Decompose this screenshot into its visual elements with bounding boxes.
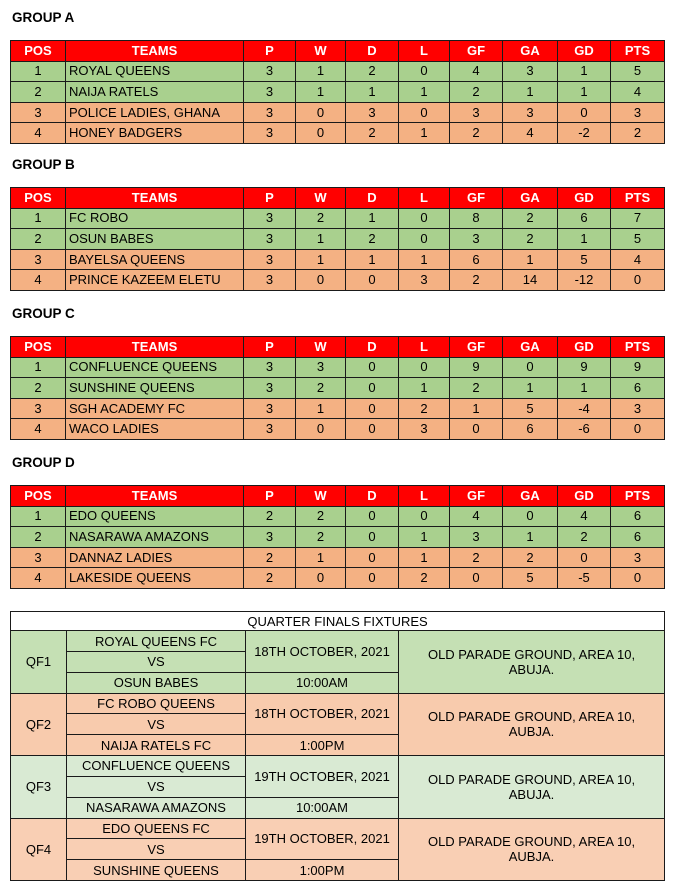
stat-l: 2 xyxy=(399,568,450,589)
stat-gf: 3 xyxy=(450,527,503,548)
fixture-venue xyxy=(399,693,665,755)
stat-w: 1 xyxy=(296,61,346,82)
column-header: TEAMS xyxy=(66,486,244,507)
fixture-row xyxy=(11,631,665,652)
fixture-id: QF2 xyxy=(11,693,67,755)
stat-pts: 4 xyxy=(611,249,665,270)
team-name: CONFLUENCE QUEENS xyxy=(66,357,244,378)
stat-l: 3 xyxy=(399,419,450,440)
team-name: FC ROBO xyxy=(66,208,244,229)
table-row xyxy=(11,270,665,291)
stat-d: 0 xyxy=(346,568,399,589)
column-header: L xyxy=(399,337,450,358)
venue-line-1: OLD PARADE GROUND, AREA 10, xyxy=(427,709,636,725)
stat-gd: 2 xyxy=(558,527,611,548)
stat-gf: 9 xyxy=(450,357,503,378)
stat-gf: 0 xyxy=(450,568,503,589)
stat-l: 0 xyxy=(399,229,450,250)
quarter-finals-title: QUARTER FINALS FIXTURES xyxy=(11,612,665,631)
stat-pts: 5 xyxy=(611,229,665,250)
stat-gf: 6 xyxy=(450,249,503,270)
column-header: W xyxy=(296,188,346,209)
stat-l: 0 xyxy=(399,102,450,123)
table-row xyxy=(11,506,665,527)
stat-l: 0 xyxy=(399,357,450,378)
fixture-date: 18TH OCTOBER, 2021 xyxy=(246,693,399,735)
stat-l: 0 xyxy=(399,208,450,229)
fixture-date: 19TH OCTOBER, 2021 xyxy=(246,756,399,798)
column-header: GF xyxy=(450,41,503,62)
venue-line-2: ABUJA. xyxy=(508,786,555,802)
stat-p: 3 xyxy=(244,229,296,250)
group-title: GROUP C xyxy=(12,306,75,321)
column-header: GA xyxy=(503,337,558,358)
table-row xyxy=(11,123,665,144)
stat-pts: 6 xyxy=(611,527,665,548)
stat-d: 0 xyxy=(346,398,399,419)
column-header: GD xyxy=(558,41,611,62)
stat-pts: 5 xyxy=(611,61,665,82)
fixture-time: 10:00AM xyxy=(246,797,399,818)
stat-ga: 2 xyxy=(503,547,558,568)
column-header: POS xyxy=(11,337,66,358)
column-header: PTS xyxy=(611,337,665,358)
stat-w: 1 xyxy=(296,547,346,568)
team-name: LAKESIDE QUEENS xyxy=(66,568,244,589)
team-name: BAYELSA QUEENS xyxy=(66,249,244,270)
table-row xyxy=(11,249,665,270)
column-header: GD xyxy=(558,337,611,358)
stat-gd: 9 xyxy=(558,357,611,378)
stat-gd: 5 xyxy=(558,249,611,270)
away-team: NAIJA RATELS FC xyxy=(67,735,246,756)
stat-p: 3 xyxy=(244,378,296,399)
group-table xyxy=(10,40,665,144)
stat-p: 3 xyxy=(244,357,296,378)
stat-d: 0 xyxy=(346,506,399,527)
stat-p: 3 xyxy=(244,419,296,440)
stat-pos: 2 xyxy=(11,378,66,399)
stat-pos: 2 xyxy=(11,229,66,250)
table-row xyxy=(11,82,665,103)
stat-l: 0 xyxy=(399,61,450,82)
column-header: TEAMS xyxy=(66,188,244,209)
column-header: P xyxy=(244,486,296,507)
stat-gd: 4 xyxy=(558,506,611,527)
stat-d: 0 xyxy=(346,378,399,399)
stat-gf: 1 xyxy=(450,398,503,419)
stat-gf: 2 xyxy=(450,270,503,291)
column-header: GA xyxy=(503,41,558,62)
stat-l: 3 xyxy=(399,270,450,291)
stat-w: 0 xyxy=(296,123,346,144)
table-row xyxy=(11,398,665,419)
group-title: GROUP A xyxy=(12,10,75,25)
stat-pos: 3 xyxy=(11,102,66,123)
stat-ga: 5 xyxy=(503,398,558,419)
stat-p: 2 xyxy=(244,547,296,568)
stat-pos: 2 xyxy=(11,527,66,548)
group-title: GROUP D xyxy=(12,455,75,470)
group-table xyxy=(10,485,665,589)
stat-p: 3 xyxy=(244,123,296,144)
fixture-venue xyxy=(399,631,665,693)
stat-p: 3 xyxy=(244,61,296,82)
team-name: DANNAZ LADIES xyxy=(66,547,244,568)
stat-gd: -4 xyxy=(558,398,611,419)
team-name: NASARAWA AMAZONS xyxy=(66,527,244,548)
team-name: NAIJA RATELS xyxy=(66,82,244,103)
team-name: ROYAL QUEENS xyxy=(66,61,244,82)
fixture-date: 18TH OCTOBER, 2021 xyxy=(246,631,399,673)
team-name: WACO LADIES xyxy=(66,419,244,440)
stat-gd: 1 xyxy=(558,82,611,103)
venue-line-1: OLD PARADE GROUND, AREA 10, xyxy=(427,771,636,787)
stat-gd: 0 xyxy=(558,547,611,568)
versus-label: VS xyxy=(67,776,246,797)
stat-ga: 1 xyxy=(503,378,558,399)
home-team: FC ROBO QUEENS xyxy=(67,693,246,714)
column-header: D xyxy=(346,41,399,62)
fixture-date: 19TH OCTOBER, 2021 xyxy=(246,818,399,860)
stat-ga: 3 xyxy=(503,102,558,123)
stat-pts: 4 xyxy=(611,82,665,103)
column-header: L xyxy=(399,188,450,209)
team-name: OSUN BABES xyxy=(66,229,244,250)
stat-d: 0 xyxy=(346,419,399,440)
table-row xyxy=(11,527,665,548)
group-title: GROUP B xyxy=(12,157,75,172)
fixture-time: 10:00AM xyxy=(246,672,399,693)
stat-ga: 0 xyxy=(503,357,558,378)
column-header: POS xyxy=(11,188,66,209)
away-team: NASARAWA AMAZONS xyxy=(67,797,246,818)
stat-ga: 1 xyxy=(503,82,558,103)
table-row xyxy=(11,208,665,229)
team-name: HONEY BADGERS xyxy=(66,123,244,144)
stat-w: 2 xyxy=(296,208,346,229)
stat-ga: 5 xyxy=(503,568,558,589)
column-header: P xyxy=(244,188,296,209)
stat-pos: 1 xyxy=(11,357,66,378)
stat-d: 3 xyxy=(346,102,399,123)
column-header: TEAMS xyxy=(66,337,244,358)
stat-gf: 0 xyxy=(450,419,503,440)
stat-l: 1 xyxy=(399,249,450,270)
stat-l: 1 xyxy=(399,378,450,399)
stat-d: 0 xyxy=(346,547,399,568)
stat-w: 0 xyxy=(296,102,346,123)
stat-d: 1 xyxy=(346,249,399,270)
table-row xyxy=(11,357,665,378)
stat-d: 2 xyxy=(346,123,399,144)
stat-gd: 1 xyxy=(558,378,611,399)
stat-d: 0 xyxy=(346,527,399,548)
stat-gf: 3 xyxy=(450,229,503,250)
stat-pts: 3 xyxy=(611,398,665,419)
table-row xyxy=(11,102,665,123)
table-row xyxy=(11,419,665,440)
stat-ga: 2 xyxy=(503,208,558,229)
stat-w: 1 xyxy=(296,249,346,270)
stat-gf: 3 xyxy=(450,102,503,123)
stat-gf: 2 xyxy=(450,547,503,568)
team-name: SGH ACADEMY FC xyxy=(66,398,244,419)
team-name: EDO QUEENS xyxy=(66,506,244,527)
stat-p: 2 xyxy=(244,506,296,527)
fixture-id: QF1 xyxy=(11,631,67,693)
column-header: GD xyxy=(558,486,611,507)
away-team: SUNSHINE QUEENS xyxy=(67,860,246,881)
stat-w: 1 xyxy=(296,82,346,103)
venue-line-1: OLD PARADE GROUND, AREA 10, xyxy=(427,646,636,662)
home-team: EDO QUEENS FC xyxy=(67,818,246,839)
column-header: L xyxy=(399,486,450,507)
versus-label: VS xyxy=(67,652,246,673)
stat-d: 1 xyxy=(346,82,399,103)
stat-w: 1 xyxy=(296,398,346,419)
column-header: PTS xyxy=(611,486,665,507)
column-header: W xyxy=(296,486,346,507)
venue-line-2: ABUJA. xyxy=(508,661,555,677)
column-header: P xyxy=(244,337,296,358)
column-header: D xyxy=(346,337,399,358)
column-header: GF xyxy=(450,486,503,507)
stat-pts: 6 xyxy=(611,378,665,399)
stat-ga: 3 xyxy=(503,61,558,82)
team-name: PRINCE KAZEEM ELETU xyxy=(66,270,244,291)
stat-d: 0 xyxy=(346,270,399,291)
column-header: D xyxy=(346,188,399,209)
away-team: OSUN BABES xyxy=(67,672,246,693)
table-row xyxy=(11,378,665,399)
stat-p: 3 xyxy=(244,208,296,229)
stat-ga: 14 xyxy=(503,270,558,291)
stat-ga: 0 xyxy=(503,506,558,527)
stat-gd: 1 xyxy=(558,229,611,250)
stat-gf: 4 xyxy=(450,61,503,82)
stat-pos: 1 xyxy=(11,506,66,527)
column-header: GA xyxy=(503,486,558,507)
stat-pos: 3 xyxy=(11,249,66,270)
group-table xyxy=(10,187,665,291)
stat-gd: -6 xyxy=(558,419,611,440)
stat-pos: 2 xyxy=(11,82,66,103)
stat-l: 1 xyxy=(399,547,450,568)
fixture-venue xyxy=(399,756,665,818)
stat-d: 1 xyxy=(346,208,399,229)
stat-p: 3 xyxy=(244,270,296,291)
stat-p: 3 xyxy=(244,102,296,123)
table-header-row xyxy=(11,41,665,62)
stat-gd: -12 xyxy=(558,270,611,291)
stat-ga: 1 xyxy=(503,249,558,270)
fixture-id: QF3 xyxy=(11,756,67,818)
table-row xyxy=(11,61,665,82)
stat-gf: 8 xyxy=(450,208,503,229)
stat-l: 1 xyxy=(399,527,450,548)
versus-label: VS xyxy=(67,839,246,860)
column-header: L xyxy=(399,41,450,62)
stat-pts: 3 xyxy=(611,547,665,568)
home-team: CONFLUENCE QUEENS xyxy=(67,756,246,777)
stat-gf: 4 xyxy=(450,506,503,527)
stat-gf: 2 xyxy=(450,123,503,144)
column-header: PTS xyxy=(611,188,665,209)
stat-w: 0 xyxy=(296,270,346,291)
stat-gf: 2 xyxy=(450,378,503,399)
table-header-row xyxy=(11,486,665,507)
table-row xyxy=(11,568,665,589)
stat-pos: 4 xyxy=(11,568,66,589)
stat-p: 3 xyxy=(244,527,296,548)
stat-pts: 0 xyxy=(611,419,665,440)
stat-d: 0 xyxy=(346,357,399,378)
table-header-row xyxy=(11,337,665,358)
stat-w: 3 xyxy=(296,357,346,378)
column-header: D xyxy=(346,486,399,507)
fixture-row xyxy=(11,693,665,714)
stat-pos: 4 xyxy=(11,270,66,291)
stat-l: 0 xyxy=(399,506,450,527)
quarter-finals-table xyxy=(10,611,665,881)
column-header: PTS xyxy=(611,41,665,62)
fixture-time: 1:00PM xyxy=(246,735,399,756)
stat-pts: 6 xyxy=(611,506,665,527)
stat-ga: 2 xyxy=(503,229,558,250)
fixture-venue xyxy=(399,818,665,880)
stat-gd: 0 xyxy=(558,102,611,123)
stat-pos: 1 xyxy=(11,208,66,229)
stat-pts: 0 xyxy=(611,270,665,291)
stat-pts: 9 xyxy=(611,357,665,378)
stat-gd: -5 xyxy=(558,568,611,589)
column-header: GD xyxy=(558,188,611,209)
stat-ga: 4 xyxy=(503,123,558,144)
versus-label: VS xyxy=(67,714,246,735)
stat-pos: 4 xyxy=(11,123,66,144)
fixture-id: QF4 xyxy=(11,818,67,880)
table-row xyxy=(11,547,665,568)
stat-d: 2 xyxy=(346,61,399,82)
column-header: W xyxy=(296,41,346,62)
table-row xyxy=(11,229,665,250)
column-header: TEAMS xyxy=(66,41,244,62)
team-name: SUNSHINE QUEENS xyxy=(66,378,244,399)
column-header: POS xyxy=(11,41,66,62)
fixture-row xyxy=(11,818,665,839)
venue-line-1: OLD PARADE GROUND, AREA 10, xyxy=(427,834,636,850)
home-team: ROYAL QUEENS FC xyxy=(67,631,246,652)
table-header-row xyxy=(11,188,665,209)
stat-w: 2 xyxy=(296,527,346,548)
stat-w: 0 xyxy=(296,419,346,440)
stat-p: 2 xyxy=(244,568,296,589)
stat-l: 2 xyxy=(399,398,450,419)
stat-ga: 6 xyxy=(503,419,558,440)
group-table xyxy=(10,336,665,440)
fixture-time: 1:00PM xyxy=(246,860,399,881)
stat-l: 1 xyxy=(399,123,450,144)
stat-pts: 7 xyxy=(611,208,665,229)
stat-l: 1 xyxy=(399,82,450,103)
column-header: GA xyxy=(503,188,558,209)
stat-ga: 1 xyxy=(503,527,558,548)
stat-w: 1 xyxy=(296,229,346,250)
column-header: W xyxy=(296,337,346,358)
stat-pts: 0 xyxy=(611,568,665,589)
stat-pos: 3 xyxy=(11,547,66,568)
stat-d: 2 xyxy=(346,229,399,250)
column-header: GF xyxy=(450,337,503,358)
stat-gf: 2 xyxy=(450,82,503,103)
fixture-row xyxy=(11,756,665,777)
stat-gd: 1 xyxy=(558,61,611,82)
stat-p: 3 xyxy=(244,249,296,270)
stat-pos: 3 xyxy=(11,398,66,419)
stat-w: 2 xyxy=(296,506,346,527)
stat-pts: 3 xyxy=(611,102,665,123)
stat-pos: 1 xyxy=(11,61,66,82)
column-header: P xyxy=(244,41,296,62)
stat-gd: 6 xyxy=(558,208,611,229)
venue-line-2: AUBJA. xyxy=(508,849,555,865)
stat-pts: 2 xyxy=(611,123,665,144)
stat-p: 3 xyxy=(244,82,296,103)
stat-pos: 4 xyxy=(11,419,66,440)
stat-w: 0 xyxy=(296,568,346,589)
stat-gd: -2 xyxy=(558,123,611,144)
column-header: GF xyxy=(450,188,503,209)
column-header: POS xyxy=(11,486,66,507)
stat-w: 2 xyxy=(296,378,346,399)
stat-p: 3 xyxy=(244,398,296,419)
venue-line-2: AUBJA. xyxy=(508,724,555,740)
team-name: POLICE LADIES, GHANA xyxy=(66,102,244,123)
